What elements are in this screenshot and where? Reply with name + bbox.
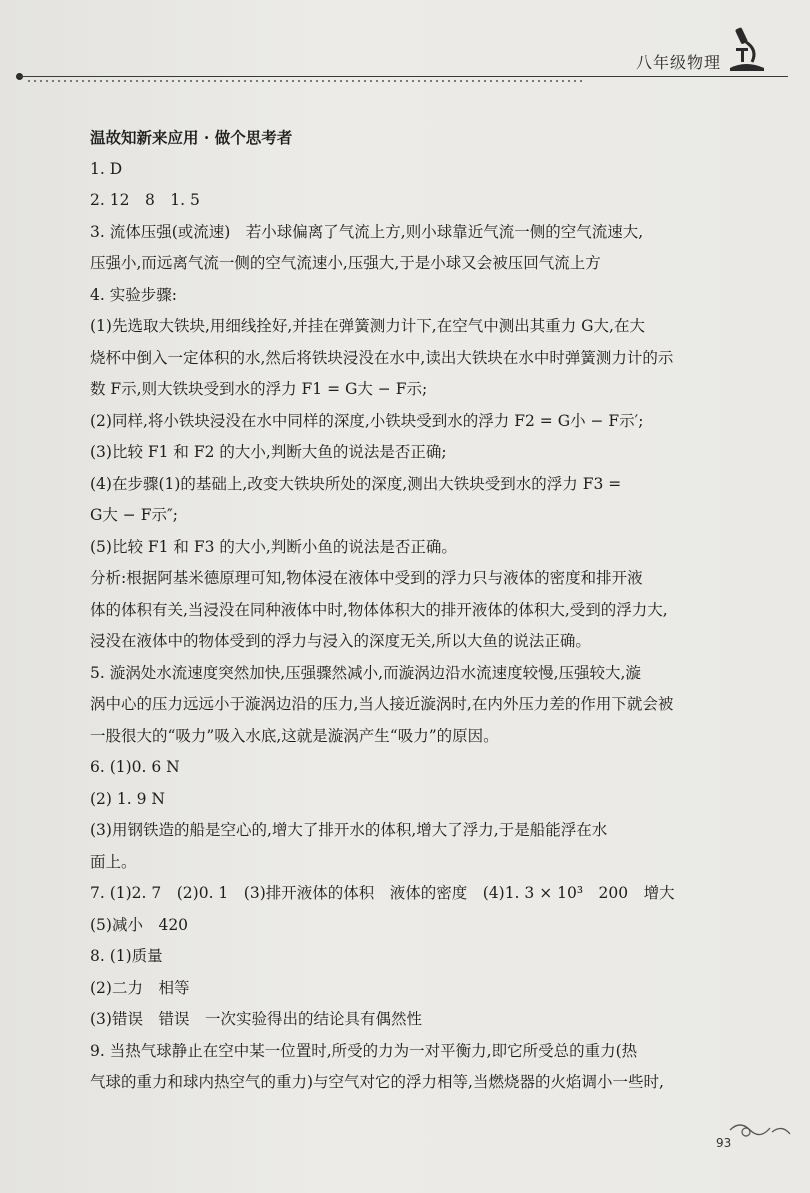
- text-line: 1. D: [90, 159, 123, 178]
- text-line: 3. 流体压强(或流速) 若小球偏离了气流上方,则小球靠近气流一侧的空气流速大,: [90, 222, 644, 241]
- text-line: 涡中心的压力远远小于漩涡边沿的压力,当人接近漩涡时,在内外压力差的作用下就会被: [90, 695, 674, 713]
- text-line: 浸没在液体中的物体受到的浮力与浸入的深度无关,所以大鱼的说法正确。: [90, 632, 591, 650]
- text-line: 7. (1)2. 7 (2)0. 1 (3)排开液体的体积 液体的密度 (4)1. 3 × 10³ 200 增大: [90, 884, 675, 902]
- text-line: 烧杯中倒入一定体积的水,然后将铁块浸没在水中,读出大铁块在水中时弹簧测力计的示: [90, 348, 674, 367]
- text-line: (4)在步骤(1)的基础上,改变大铁块所处的深度,测出大铁块受到水的浮力 F3 =: [90, 474, 622, 493]
- text-line: 体的体积有关,当浸没在同种液体中时,物体体积大的排开液体的体积大,受到的浮力大,: [90, 600, 668, 619]
- text-line: 9. 当热气球静止在空中某一位置时,所受的力为一对平衡力,即它所受总的重力(热: [90, 1041, 638, 1060]
- text-line: 分析:根据阿基米德原理可知,物体浸在液体中受到的浮力只与液体的密度和排开液: [90, 569, 643, 587]
- text-line: 6. (1)0. 6 N: [90, 758, 180, 776]
- text-line: (3)用钢铁造的船是空心的,增大了排开水的体积,增大了浮力,于是船能浮在水: [90, 821, 608, 839]
- text-line: 面上。: [90, 852, 137, 871]
- header-dotted-rule: [26, 80, 586, 82]
- text-line: 气球的重力和球内热空气的重力)与空气对它的浮力相等,当燃烧器的火焰调小一些时,: [90, 1073, 664, 1091]
- text-line: (5)比较 F1 和 F3 的大小,判断小鱼的说法是否正确。: [90, 537, 457, 556]
- text-line: 4. 实验步骤:: [90, 285, 177, 304]
- text-line: (5)减小 420: [90, 915, 189, 934]
- text-line: 压强小,而远离气流一侧的空气流速小,压强大,于是小球又会被压回气流上方: [90, 254, 601, 272]
- text-line: G大 − F示″;: [90, 506, 178, 524]
- answer-content: [90, 122, 736, 1099]
- text-line: 2. 12 8 1. 5: [90, 191, 200, 209]
- text-line: (3)错误 错误 一次实验得出的结论具有偶然性: [90, 1010, 422, 1028]
- section-title: 温故知新来应用 · 做个思考者: [90, 128, 293, 147]
- text-line: (1)先选取大铁块,用细线拴好,并挂在弹簧测力计下,在空气中测出其重力 G大,在大: [90, 317, 645, 335]
- text-line: (2)二力 相等: [90, 978, 190, 997]
- text-line: 5. 漩涡处水流速度突然加快,压强骤然减小,而漩涡边沿水流速度较慢,压强较大,漩: [90, 663, 641, 682]
- microscope-icon: [724, 26, 768, 74]
- header-title: 八年级物理: [636, 53, 722, 72]
- corner-swirl-icon: [700, 1110, 800, 1180]
- page-number: 93: [716, 1136, 732, 1150]
- text-line: (2)同样,将小铁块浸没在水中同样的深度,小铁块受到水的浮力 F2 = G小 − F示′;: [90, 411, 644, 430]
- text-line: 8. (1)质量: [90, 947, 163, 965]
- header-rule: [18, 76, 788, 77]
- text-line: (3)比较 F1 和 F2 的大小,判断大鱼的说法是否正确;: [90, 443, 447, 461]
- text-line: 一股很大的“吸力”吸入水底,这就是漩涡产生“吸力”的原因。: [90, 726, 499, 745]
- text-line: (2) 1. 9 N: [90, 789, 165, 808]
- text-line: 数 F示,则大铁块受到水的浮力 F1 = G大 − F示;: [90, 380, 428, 398]
